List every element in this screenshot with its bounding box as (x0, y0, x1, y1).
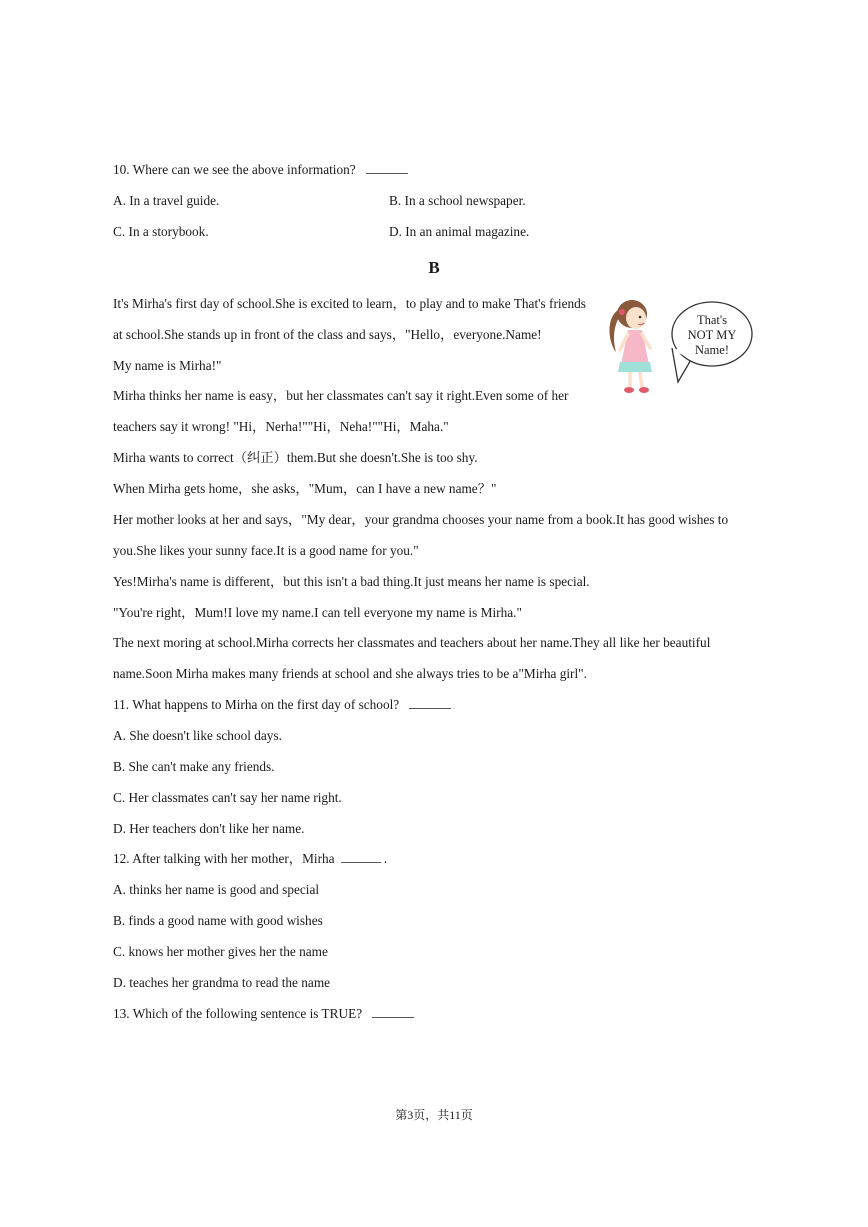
passage-line: Mirha wants to correct（纠正）them.But she doesn't.She is too shy. (113, 450, 478, 465)
passage-line: "You're right，Mum!I love my name.I can tell everyone my name is Mirha." (113, 605, 522, 620)
bubble-line-3: Name! (694, 343, 730, 357)
q10-option-a: A. In a travel guide. (113, 193, 220, 208)
question-10-text: 10. Where can we see the above information? (113, 162, 356, 177)
question-13-text: 13. Which of the following sentence is TRUE? (113, 1006, 363, 1021)
bubble-line-2: NOT MY (687, 328, 737, 342)
speech-bubble (672, 302, 752, 382)
passage-line: you.She likes your sunny face.It is a good name for you." (113, 543, 419, 558)
section-heading: B (428, 258, 440, 277)
question-13 (113, 1005, 414, 1023)
q11-option-d: D. Her teachers don't like her name. (113, 821, 305, 836)
answer-blank (372, 1016, 414, 1018)
q12-option-c: C. knows her mother gives her the name (113, 944, 328, 959)
passage-line: Yes!Mirha's name is different，but this isn't a bad thing.It just means her name is special. (113, 574, 590, 589)
question-11-text: 11. What happens to Mirha on the first day of school? (113, 697, 400, 712)
answer-blank (341, 861, 381, 863)
answer-blank (409, 707, 451, 709)
question-12 (113, 850, 387, 868)
question-12-text: 12. After talking with her mother，Mirha (113, 851, 335, 866)
question-11 (113, 696, 451, 714)
passage-line: The next moring at school.Mirha corrects her classmates and teachers about her name.They all like her beautiful (113, 635, 711, 650)
q10-option-d: D. In an animal magazine. (389, 224, 530, 239)
answer-blank (366, 172, 408, 174)
passage-line: teachers say it wrong! "Hi，Nerha!""Hi，Neha!""Hi，Maha." (113, 419, 449, 434)
q12-option-b: B. finds a good name with good wishes (113, 913, 323, 928)
passage-line: Mirha thinks her name is easy，but her classmates can't say it right.Even some of her (113, 388, 569, 403)
passage-line: My name is Mirha!" (113, 358, 222, 373)
passage-line: When Mirha gets home，she asks，"Mum，can I have a new name？" (113, 481, 497, 496)
question-10 (113, 161, 408, 179)
bubble-line-1: That's (696, 313, 728, 327)
passage-line: at school.She stands up in front of the class and says，"Hello，everyone.Name! (113, 327, 542, 342)
period: . (380, 851, 388, 866)
q11-option-c: C. Her classmates can't say her name right. (113, 790, 342, 805)
girl-illustration (600, 292, 760, 402)
q11-option-a: A. She doesn't like school days. (113, 728, 282, 743)
q10-option-b: B. In a school newspaper. (389, 193, 526, 208)
q12-option-d: D. teaches her grandma to read the name (113, 975, 331, 990)
passage-line: name.Soon Mirha makes many friends at school and she always tries to be a"Mirha girl". (113, 666, 587, 681)
passage-line: It's Mirha's first day of school.She is excited to learn，to play and to make That's friends (113, 296, 586, 311)
page-number: 第3页，共11页 (395, 1108, 473, 1122)
girl-figure (610, 300, 653, 393)
q10-option-c: C. In a storybook. (113, 224, 209, 239)
passage-line: Her mother looks at her and says，"My dear，your grandma chooses your name from a book.It has good wishes to (113, 512, 729, 527)
q12-option-a: A. thinks her name is good and special (113, 882, 320, 897)
q11-option-b: B. She can't make any friends. (113, 759, 275, 774)
